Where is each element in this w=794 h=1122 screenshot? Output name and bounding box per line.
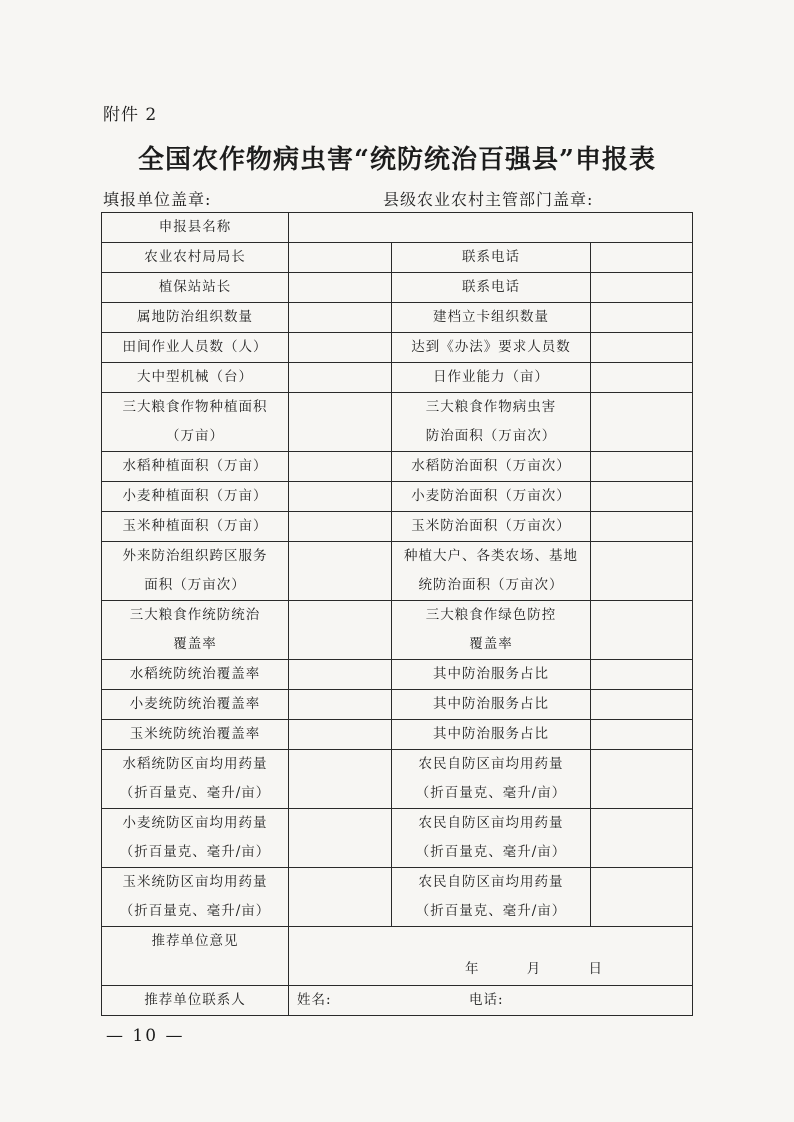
row-label-right xyxy=(392,542,591,601)
row-label-left: 水稻统防统治覆盖率 xyxy=(102,660,289,690)
label-line: 防治面积（万亩次） xyxy=(425,428,557,444)
row-value-right[interactable] xyxy=(591,690,693,720)
row-label-left: 玉米种植面积（万亩） xyxy=(102,512,289,542)
label-line: （折百量克、毫升/亩） xyxy=(415,903,567,919)
row-value-left[interactable] xyxy=(289,273,392,303)
label-line: 种植大户、各类农场、基地 xyxy=(404,548,578,564)
attachment-label: 附件 2 xyxy=(103,105,158,125)
table-row xyxy=(102,512,693,542)
row-value-right[interactable] xyxy=(591,809,693,868)
application-form-table xyxy=(101,212,693,1016)
row-label-left xyxy=(102,750,289,809)
table-row xyxy=(102,273,693,303)
row-value-left[interactable] xyxy=(289,333,392,363)
table-row xyxy=(102,660,693,690)
table-row xyxy=(102,452,693,482)
label-line: 水稻统防区亩均用药量 xyxy=(122,756,268,772)
label-line: （折百量克、毫升/亩） xyxy=(415,844,567,860)
opinion-label-text: 推荐单位意见 xyxy=(151,933,239,949)
row-label-right xyxy=(392,868,591,927)
table-row xyxy=(102,986,693,1016)
table-row xyxy=(102,720,693,750)
table-row xyxy=(102,542,693,601)
row-label-right xyxy=(392,393,591,452)
row-value-right[interactable] xyxy=(591,452,693,482)
contact-field[interactable] xyxy=(289,986,693,1016)
table-row xyxy=(102,363,693,393)
label-line: 三大粮食作绿色防控 xyxy=(425,607,557,623)
row-label-right: 其中防治服务占比 xyxy=(392,690,591,720)
row-value-right[interactable] xyxy=(591,512,693,542)
table-row xyxy=(102,303,693,333)
row-label-left: 田间作业人员数（人） xyxy=(102,333,289,363)
row-label-left xyxy=(102,868,289,927)
row-label-left: 小麦种植面积（万亩） xyxy=(102,482,289,512)
row-value-right[interactable] xyxy=(591,393,693,452)
row-label-right xyxy=(392,750,591,809)
row-label-left: 玉米统防统治覆盖率 xyxy=(102,720,289,750)
date-line: 年 月 日 xyxy=(464,961,625,977)
name-label: 姓名: xyxy=(297,992,332,1008)
row-label-left: 属地防治组织数量 xyxy=(102,303,289,333)
row-label-right: 建档立卡组织数量 xyxy=(392,303,591,333)
row-label-right xyxy=(392,601,591,660)
row-value-right[interactable] xyxy=(591,542,693,601)
table-row xyxy=(102,333,693,363)
label-line: 外来防治组织跨区服务 xyxy=(122,548,268,564)
row-value-right[interactable] xyxy=(591,601,693,660)
label-line: （折百量克、毫升/亩） xyxy=(119,844,271,860)
table-row xyxy=(102,750,693,809)
row-value-left[interactable] xyxy=(289,601,392,660)
table-row xyxy=(102,601,693,660)
label-line: 农民自防区亩均用药量 xyxy=(418,874,564,890)
contact-label: 推荐单位联系人 xyxy=(102,986,289,1016)
row-label-left: 农业农村局局长 xyxy=(102,243,289,273)
row-value-right[interactable] xyxy=(591,720,693,750)
label-line: （折百量克、毫升/亩） xyxy=(119,903,271,919)
opinion-field[interactable] xyxy=(289,927,693,986)
label-line: 三大粮食作统防统治 xyxy=(129,607,261,623)
table-row xyxy=(102,868,693,927)
row-value-left[interactable] xyxy=(289,512,392,542)
row-value-left[interactable] xyxy=(289,750,392,809)
table-row xyxy=(102,393,693,452)
table-row xyxy=(102,243,693,273)
label-line: 面积（万亩次） xyxy=(144,577,246,593)
label-line: 农民自防区亩均用药量 xyxy=(418,756,564,772)
row-label-right: 小麦防治面积（万亩次） xyxy=(392,482,591,512)
row-value-left[interactable] xyxy=(289,809,392,868)
table-row xyxy=(102,927,693,986)
row-label-right: 达到《办法》要求人员数 xyxy=(392,333,591,363)
row-value-left[interactable] xyxy=(289,868,392,927)
row-value-right[interactable] xyxy=(591,303,693,333)
row-label-right xyxy=(392,809,591,868)
row-value-left[interactable] xyxy=(289,363,392,393)
label-line: （折百量克、毫升/亩） xyxy=(119,785,271,801)
opinion-label xyxy=(102,927,289,986)
phone-label: 电话: xyxy=(469,992,504,1008)
label-line: 玉米统防区亩均用药量 xyxy=(122,874,268,890)
label-line: 农民自防区亩均用药量 xyxy=(418,815,564,831)
row-label-right: 日作业能力（亩） xyxy=(392,363,591,393)
label-line: 覆盖率 xyxy=(469,636,513,652)
row-value-left[interactable] xyxy=(289,542,392,601)
row-label-left: 大中型机械（台） xyxy=(102,363,289,393)
row-value-right[interactable] xyxy=(591,868,693,927)
row-value-right[interactable] xyxy=(591,243,693,273)
row-label-right: 其中防治服务占比 xyxy=(392,660,591,690)
row-value-left[interactable] xyxy=(289,452,392,482)
row-value-left[interactable] xyxy=(289,243,392,273)
row-label-right: 其中防治服务占比 xyxy=(392,720,591,750)
row-value-left[interactable] xyxy=(289,720,392,750)
label-line: （万亩） xyxy=(166,428,224,444)
page-number: — 10 — xyxy=(106,1026,185,1046)
row-value-left[interactable] xyxy=(289,393,392,452)
row-value-right[interactable] xyxy=(591,363,693,393)
label-line: 三大粮食作物种植面积 xyxy=(122,399,268,415)
label-line: 小麦统防区亩均用药量 xyxy=(122,815,268,831)
row-label-right: 联系电话 xyxy=(392,243,591,273)
county-name-label: 申报县名称 xyxy=(102,213,289,243)
row-label-left xyxy=(102,809,289,868)
row-label-left xyxy=(102,601,289,660)
row-value-left[interactable] xyxy=(289,482,392,512)
label-line: 覆盖率 xyxy=(173,636,217,652)
row-value-right[interactable] xyxy=(591,273,693,303)
filing-unit-stamp-label: 填报单位盖章: xyxy=(103,190,212,209)
row-value-right[interactable] xyxy=(591,750,693,809)
table-row xyxy=(102,482,693,512)
row-label-right: 玉米防治面积（万亩次） xyxy=(392,512,591,542)
row-value-left[interactable] xyxy=(289,660,392,690)
row-value-right[interactable] xyxy=(591,333,693,363)
label-line: 三大粮食作物病虫害 xyxy=(425,399,557,415)
table-row xyxy=(102,213,693,243)
row-label-right: 水稻防治面积（万亩次） xyxy=(392,452,591,482)
row-label-left: 小麦统防统治覆盖率 xyxy=(102,690,289,720)
county-department-stamp-label: 县级农业农村主管部门盖章: xyxy=(383,190,594,209)
row-value-right[interactable] xyxy=(591,660,693,690)
row-value-left[interactable] xyxy=(289,690,392,720)
row-value-right[interactable] xyxy=(591,482,693,512)
row-label-left xyxy=(102,542,289,601)
row-label-left xyxy=(102,393,289,452)
label-line: 统防治面积（万亩次） xyxy=(418,577,564,593)
table-row xyxy=(102,809,693,868)
county-name-field[interactable] xyxy=(289,213,693,243)
row-label-right: 联系电话 xyxy=(392,273,591,303)
page-title: 全国农作物病虫害“统防统治百强县”申报表 xyxy=(138,145,656,175)
row-label-left: 水稻种植面积（万亩） xyxy=(102,452,289,482)
row-value-left[interactable] xyxy=(289,303,392,333)
label-line: （折百量克、毫升/亩） xyxy=(415,785,567,801)
row-label-left: 植保站站长 xyxy=(102,273,289,303)
table-row xyxy=(102,690,693,720)
